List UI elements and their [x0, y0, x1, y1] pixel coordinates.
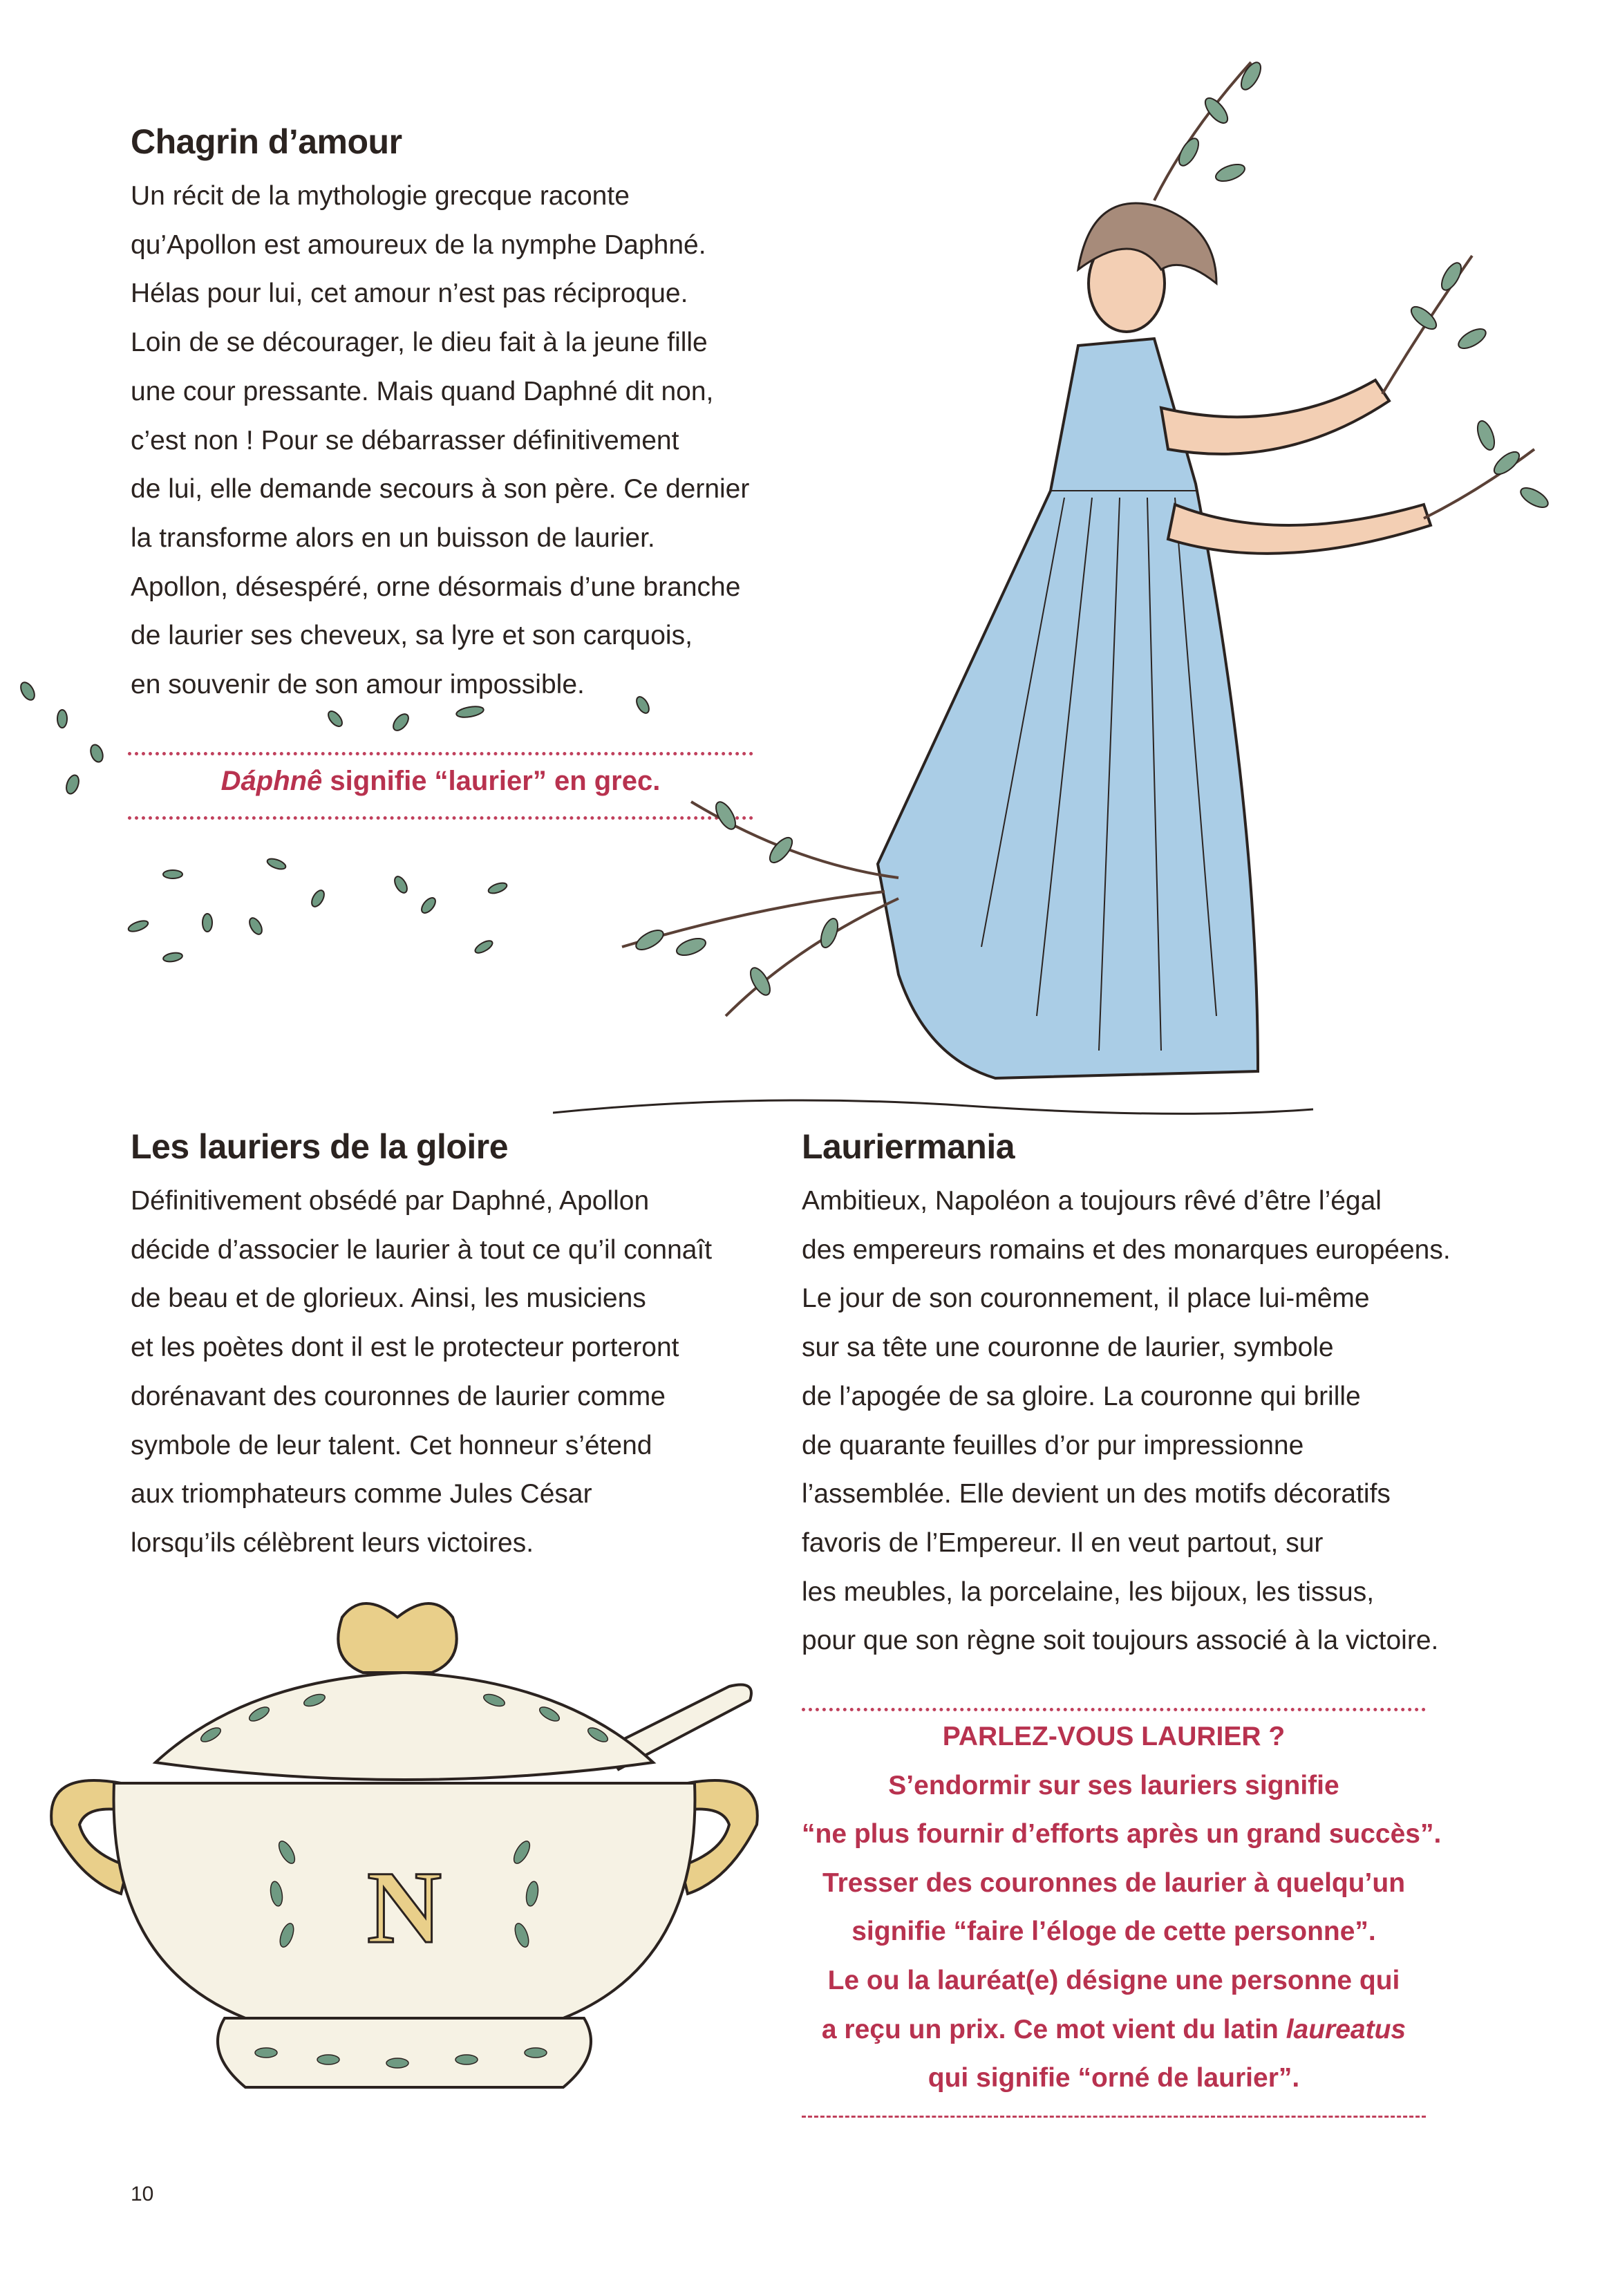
text-line: l’assemblée. Elle devient un des motifs décoratifs: [802, 1479, 1391, 1509]
text-line: Définitivement obsédé par Daphné, Apollon: [131, 1186, 650, 1216]
divider-dotted: [802, 2116, 1426, 2118]
text-line: des empereurs romains et des monarques européens.: [802, 1234, 1451, 1265]
note-text: signifie “laurier” en grec.: [322, 766, 661, 796]
box-line: Tresser des couronnes de laurier à quelqu’un: [822, 1867, 1406, 1898]
text-line: et les poètes dont il est le protecteur porteront: [131, 1333, 679, 1363]
text-line: pour que son règne soit toujours associé à la victoire.: [802, 1626, 1439, 1656]
daphne-transforming-illustration: [553, 48, 1576, 1140]
box-line: [802, 2006, 1426, 2055]
tureen-monogram: N: [366, 1850, 442, 1965]
text-line: de l’apogée de sa gloire. La couronne qui brille: [802, 1381, 1361, 1411]
text-line: la transforme alors en un buisson de laurier.: [131, 523, 655, 553]
box-line: “ne plus fournir d’efforts après un grand succès”.: [802, 1819, 1442, 1850]
section-title-lauriers-gloire: Les lauriers de la gloire: [131, 1127, 509, 1166]
page-number: 10: [131, 2183, 154, 2205]
text-line: Ambitieux, Napoléon a toujours rêvé d’être l’égal: [802, 1186, 1382, 1216]
text-line: dorénavant des couronnes de laurier comme: [131, 1381, 666, 1411]
text-line: lorsqu’ils célèbrent leurs victoires.: [131, 1527, 534, 1558]
text-line: Le jour de son couronnement, il place lui-même: [802, 1283, 1370, 1314]
text-line: c’est non ! Pour se débarrasser définitivement: [131, 425, 679, 455]
box-line-text: a reçu un prix. Ce mot vient du latin: [821, 2014, 1286, 2044]
section-body-lauriermania: [802, 1177, 1451, 1666]
parlez-vous-laurier-box: [802, 1713, 1442, 2103]
divider-dotted: [802, 1708, 1426, 1711]
note-greek-word: Dáphnê: [220, 766, 323, 796]
text-line: favoris de l’Empereur. Il en veut partout, sur: [802, 1527, 1324, 1558]
text-line: une cour pressante. Mais quand Daphné dit non,: [131, 376, 714, 406]
text-line: Apollon, désespéré, orne désormais d’une branche: [131, 572, 741, 602]
section-title-chagrin: Chagrin d’amour: [131, 122, 402, 161]
box-line: qui signifie “orné de laurier”.: [928, 2063, 1300, 2093]
box-line: signifie “faire l’éloge de cette personne”.: [851, 1917, 1376, 1947]
text-line: de beau et de glorieux. Ainsi, les musiciens: [131, 1283, 646, 1314]
section-body-lauriers-gloire: [131, 1177, 712, 1568]
box-line: Le ou la lauréat(e) désigne une personne qui: [827, 1965, 1400, 1995]
napoleon-tureen-illustration: [38, 1576, 778, 2115]
text-line: Hélas pour lui, cet amour n’est pas réciproque.: [131, 279, 688, 309]
section-title-lauriermania: Lauriermania: [802, 1127, 1015, 1166]
text-line: symbole de leur talent. Cet honneur s’étend: [131, 1430, 652, 1460]
latin-word: laureatus: [1286, 2014, 1406, 2044]
text-line: sur sa tête une couronne de laurier, symbole: [802, 1333, 1334, 1363]
text-line: les meubles, la porcelaine, les bijoux, les tissus,: [802, 1577, 1375, 1607]
text-line: décide d’associer le laurier à tout ce qu’il connaît: [131, 1234, 713, 1265]
text-line: de quarante feuilles d’or pur impressionne: [802, 1430, 1304, 1460]
box-heading: PARLEZ-VOUS LAURIER ?: [942, 1722, 1286, 1751]
text-line: Un récit de la mythologie grecque raconte: [131, 181, 630, 211]
text-line: en souvenir de son amour impossible.: [131, 670, 585, 700]
box-line: S’endormir sur ses lauriers signifie: [888, 1770, 1339, 1800]
text-line: de lui, elle demande secours à son père. Ce dernier: [131, 474, 750, 505]
text-line: qu’Apollon est amoureux de la nymphe Daphné.: [131, 229, 706, 260]
text-line: Loin de se décourager, le dieu fait à la jeune fille: [131, 328, 708, 358]
text-line: aux triomphateurs comme Jules César: [131, 1479, 592, 1509]
text-line: de laurier ses cheveux, sa lyre et son carquois,: [131, 621, 693, 651]
